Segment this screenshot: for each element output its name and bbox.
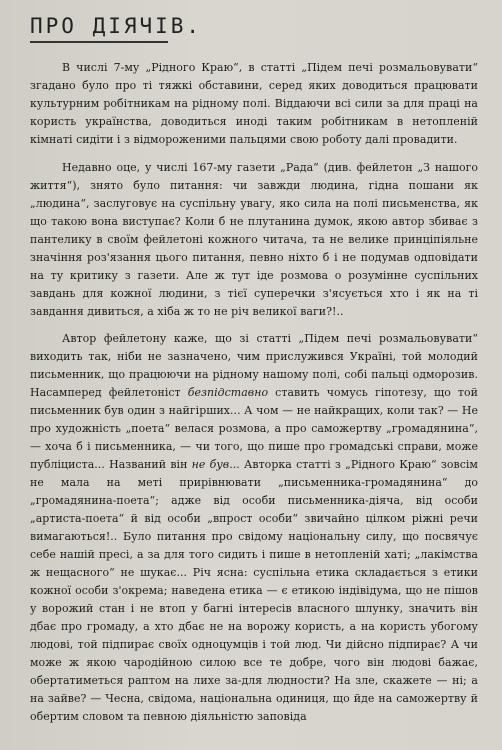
paragraph-2: Недавно оце, у числі 167-му газети „Рада“ (див. фейлетон „З нашого життя“), знято було питання: чи завжди людина, гідна пошани як „людина“, заслуговує на суспільну увагу, яко сила на полі письменства, як що такою вона виступає? Коли б не плутанина думок, якою автор збиває з пантелику в своїм фейлетоні кожного читача, та не велике принціпіяльне значіння роз'язання цього питання, певно ніхто б і не подумав одповідати на ту критику з газети. Але ж тут іде розмова о розумінне суспільних завдань для кожної людини, з тієї суперечки з'ясується хто і як на ті завдання дивиться, а хіба ж то не річ великої ваги?!.. [30, 160, 478, 318]
paragraph-3: Автор фейлетону каже, що зі статті „Підем печі розмальовувати“ виходить так, ніби не зазначено, чим прислужився Україні, той молодий письменник, що працюючи на рідному нашому полі, собі пальці одморозив. Насамперед фейлетоніст безпідставно ставить чомусь гіпотезу, що той письменник був один з найгірших... А чом — не найкращих, коли так? — Не про художність „поета“ велася розмова, а про саможертву „громадянина“, — хоча б і письменника, — чи того, що пише про громадські справи, може публіциста... Названий він не був... Авторка статті з „Рідного Краю“ зовсім не мала на меті прирівнювати „письменника-громадянина“ до „громадянина-поета“; адже від особи письменника-діяча, від особи „артиста-поета“ й від особи „впрост особи“ звичайно цілком ріжні речи вимагаються!.. Було питання про свідому національну силу, що посвячує себе нашій пресі, а за для того сидить і пише в нетопленій хаті; „лакімства ж нещасного“ не шукає... Річ ясна: суспільна етика складається з етики кожної особи з'окрема; наведена етика — є етикою індівідума, що не пішов у ворожий стан і не втоп у багні інтересів власного шлунку, значить він дбає про громаду, а хто дбає не на ворожу користь, а на користь убогому людові, той підпирає своїх одноцумців і той люд. Чи дійсно підпирає? А чи може ж якою чародійною силою все те добре, чого він людові бажає, обертатиметься раптом на лихе за-для людности? На зле, скажете — ні; а на зайве? — Чесна, свідома, національна одиниця, що йде на саможертву й обертим словом та певною діяльністю заповіда [30, 332, 478, 723]
article-title: ПРО ДІЯЧІВ. [30, 14, 203, 38]
article-body [30, 59, 478, 736]
emphasis: не був [191, 458, 230, 471]
title-underline [30, 41, 168, 43]
emphasis: безпідставно [187, 386, 269, 399]
paragraph-1: В числі 7-му „Рідного Краю“, в статті „Підем печі розмальовувати“ згадано було про ті тяжкі обставини, серед яких доводиться працювати культурним робітникам на рідному полі. Віддаючи всі сили за для праці на користь українства, доводиться иноді таким робітникам в нетопленій кімнаті сидіти і з відмороженими пальцями свою роботу далі провадити. [30, 61, 478, 146]
